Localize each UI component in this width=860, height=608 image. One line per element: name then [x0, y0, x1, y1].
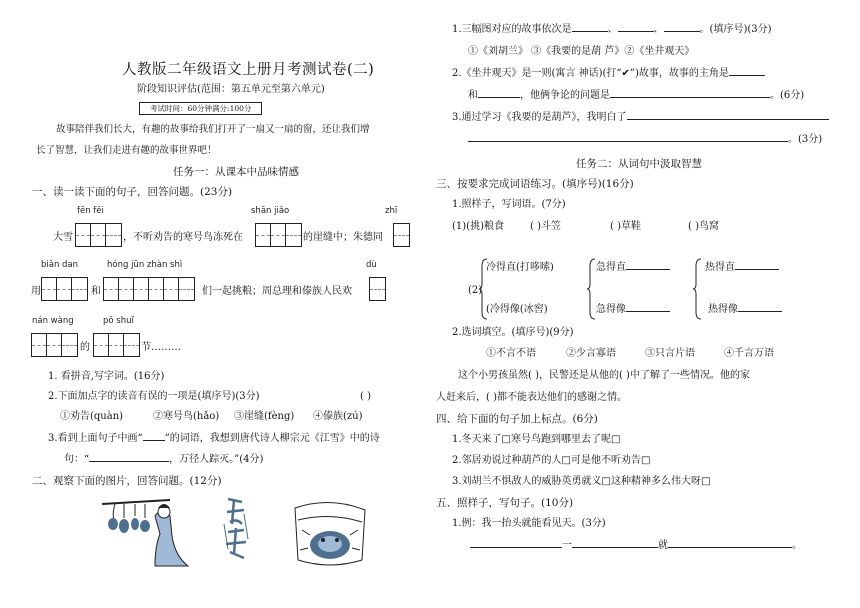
s3-q1-item-2[interactable]: ( )斗笠	[530, 221, 561, 232]
pinyin-hongjun: hóng jūn zhàn shì	[107, 260, 183, 270]
s3-q2-sentence-1: 这个小男孩虽然( )，民警还是从他的( )中了解了一些情况。他的家	[458, 370, 750, 381]
answer-grid-poshui[interactable]	[93, 333, 140, 357]
right-q2-line-2	[468, 90, 804, 102]
s3-q1-2-jide-xiang	[596, 304, 670, 316]
rede-zhi-label: 热得直	[705, 262, 735, 273]
answer-grid-zhi[interactable]	[393, 223, 410, 247]
right-q1-options: ①《刘胡兰》 ③《我要的是葫 芦》②《坐井观天》	[468, 46, 695, 57]
s4-sentence-2: 2.邻居劝说过种葫芦的人□可是他不听劝告□	[452, 455, 651, 466]
right-q1-blank-2[interactable]	[618, 31, 654, 32]
intro-line-1: 故事陪伴我们长大，有趣的故事给我们打开了一扇又一扇的窗，还让我们增	[56, 124, 370, 135]
answer-grid-hongjun[interactable]	[103, 277, 195, 301]
right-q1-text-d: 。(填序号)(3分)	[699, 24, 772, 35]
s5-q1: 1.例：我一抬头就能看见天。(3分)	[452, 518, 606, 529]
s5-yi: 一	[562, 540, 572, 551]
right-q2-text-c: ，他俩争论的问题是	[520, 90, 610, 101]
right-q3-text-a: 3.通过学习《我要的是葫芦》，我明白了	[452, 112, 627, 123]
question-2-option-4: ④傣族(zú)	[313, 411, 363, 422]
right-q3-text-b: 。(3分)	[788, 134, 823, 145]
question-3-line-2	[64, 454, 263, 466]
right-q1-sep-2: 、	[653, 24, 664, 35]
pinyin-zhi: zhī	[385, 206, 398, 216]
page-title: 人教版二年级语文上册月考测试卷(二)	[122, 62, 375, 78]
right-q2-text-a: 2.《坐井观天》是一则(寓言 神话)(打“✔”)故事，故事的主角是	[452, 68, 729, 79]
rede-xiang-blank[interactable]	[738, 311, 782, 312]
page-subtitle: 阶段知识评估(范围：第五单元至第六单元)	[137, 84, 325, 95]
jide-xiang-label: 急得像	[596, 304, 626, 315]
sentence-part-5: 和	[91, 286, 101, 297]
right-q2-blank-2[interactable]	[478, 97, 520, 98]
s4-sentence-3: 3.刘胡兰不惧敌人的威胁英勇就义□这种精神多么伟大呀□	[452, 476, 711, 487]
exam-info: 考试时间：60分钟满分:100分	[139, 102, 262, 115]
picture-liuhulan-calligraphy	[222, 494, 252, 564]
s3-q2-option-3: ③只言片语	[645, 348, 695, 359]
sentence-part-3: 的崖缝中；朱德同	[303, 232, 383, 243]
s3-q1: 1.照样子，写词语。(7分)	[452, 199, 566, 210]
question-3-blank-2[interactable]	[89, 461, 169, 462]
pinyin-shanjiao: shān jiǎo	[251, 206, 290, 216]
s3-q2-option-2: ②少言寡语	[566, 348, 616, 359]
picture-frog-in-well	[290, 500, 370, 570]
question-2-option-1: ①劝告(quàn)	[60, 411, 124, 422]
s3-q1-2-rede-xiang	[708, 304, 782, 316]
question-3-text-a: 3.看到上面句子中画“	[48, 433, 143, 444]
right-q1-blank-1[interactable]	[572, 31, 608, 32]
pinyin-nanwang: nán wàng	[32, 316, 74, 326]
s3-q1-item-4[interactable]: ( )鸟窝	[688, 221, 719, 232]
sentence-part-4: 用	[31, 286, 41, 297]
right-q1-blank-3[interactable]	[664, 31, 700, 32]
right-q2-text-b: 和	[468, 90, 478, 101]
s3-q1-item-3[interactable]: ( )草鞋	[610, 221, 641, 232]
sentence-part-7: 的	[80, 342, 90, 353]
s5-q1-answer-line	[470, 540, 802, 552]
task2-title: 任务二：从词句中汲取智慧	[576, 158, 702, 170]
question-1: 1. 看拼音,写字词。(16分)	[48, 371, 165, 382]
right-q1-sep-1: 、	[607, 24, 618, 35]
s3-q1-2-rede-zhi	[705, 262, 779, 274]
sentence-part-6: 们一起挑粮；周总理和傣族人民欢	[202, 286, 352, 297]
s3-q1-2-jide-zhi	[596, 262, 670, 274]
section3-heading: 三、按要求完成词语练习。(填序号)(16分)	[436, 178, 634, 190]
middle-brace	[586, 258, 596, 320]
question-3-text-c: 句：“	[64, 454, 90, 465]
right-q1-text-a: 1.三幅图对应的故事依次是	[452, 24, 572, 35]
s3-q1-item-1: (1)(挑)粮食	[452, 221, 504, 232]
section1-heading: 一、读一读下面的句子，回答问题。(23分)	[32, 186, 233, 198]
rede-zhi-blank[interactable]	[735, 269, 779, 270]
s3-q1-2-example-1: 冷得直(打哆嗦)	[486, 262, 554, 273]
right-q2-blank-1[interactable]	[729, 75, 765, 76]
answer-grid-shanjiao[interactable]	[255, 223, 302, 247]
rede-xiang-label: 热得像	[708, 304, 738, 315]
right-q3-line-2	[468, 134, 822, 146]
intro-line-2: 长了智慧，让我们走进有趣的故事世界吧！	[36, 145, 217, 156]
question-2: 2.下面加点字的读音有误的一项是(填序号)(3分)	[48, 391, 260, 402]
question-2-option-2: ②寒号鸟(hǎo)	[153, 411, 220, 422]
s4-sentence-1: 1.冬天来了□寒号鸟跑到哪里去了呢□	[452, 434, 621, 445]
pinyin-du: dù	[366, 260, 377, 270]
question-2-option-3: ③崖缝(fèng)	[234, 411, 295, 422]
s5-blank-1[interactable]	[470, 547, 562, 548]
right-brace	[692, 258, 702, 320]
answer-grid-nanwang[interactable]	[31, 333, 78, 357]
s5-blank-2[interactable]	[572, 547, 658, 548]
s3-q2-sentence-2: 人赶来后，( )都不能表达他们的感谢之情。	[436, 392, 627, 403]
s5-end: 。	[792, 540, 802, 551]
s5-blank-3[interactable]	[668, 547, 792, 548]
question-3-text-d: ，万径人踪灭。”(4分)	[169, 454, 264, 465]
question-3-text-b: ”的词语，我想到唐代诗人柳宗元《江雪》中的诗	[164, 433, 380, 444]
right-q3-blank-2[interactable]	[468, 141, 788, 142]
task1-title: 任务一：从课本中品味情感	[173, 166, 299, 178]
answer-grid-fenfei[interactable]	[75, 223, 122, 247]
jide-zhi-blank[interactable]	[626, 269, 670, 270]
answer-grid-biandan[interactable]	[41, 277, 88, 301]
sentence-part-8: 节………	[141, 342, 181, 353]
section5-heading: 五、照样子，写句子。(10分)	[436, 497, 574, 509]
right-q3-blank-1[interactable]	[627, 119, 829, 120]
right-q3-line-1	[452, 112, 829, 124]
pinyin-poshui: pō shuǐ	[103, 316, 134, 326]
sentence-part-1: 大雪	[53, 232, 73, 243]
question-3-line-1	[48, 433, 380, 445]
right-q2-blank-3[interactable]	[610, 97, 770, 98]
question-2-answer-paren[interactable]: ( )	[360, 391, 371, 402]
section4-heading: 四、给下面的句子加上标点。(6分)	[436, 413, 598, 425]
section2-heading: 二、观察下面的图片，回答问题。(12分)	[32, 475, 222, 487]
s3-q1-2-label: (2)	[468, 285, 483, 296]
jide-xiang-blank[interactable]	[626, 311, 670, 312]
right-q2-text-d: 。(6分)	[770, 90, 805, 101]
jide-zhi-label: 急得直	[596, 262, 626, 273]
right-q1-line	[452, 24, 772, 36]
answer-grid-du[interactable]	[369, 277, 386, 301]
sentence-part-2: ，不听劝告的寒号鸟冻死在	[123, 232, 243, 243]
question-3-blank-1[interactable]	[143, 440, 165, 441]
pinyin-fenfei: fēn fēi	[77, 206, 104, 216]
s3-q2: 2.选词填空。(填序号)(9分)	[452, 327, 574, 338]
right-q2-line-1	[452, 68, 765, 80]
s5-jiu: 就	[658, 540, 668, 551]
s3-q2-option-1: ①不言不语	[486, 348, 536, 359]
s3-q1-2-example-2: (冷得像(冰窖)	[486, 304, 548, 315]
pinyin-biandan: biǎn dan	[41, 260, 79, 270]
picture-gourd-story	[100, 496, 195, 571]
s3-q2-option-4: ④千言万语	[724, 348, 774, 359]
